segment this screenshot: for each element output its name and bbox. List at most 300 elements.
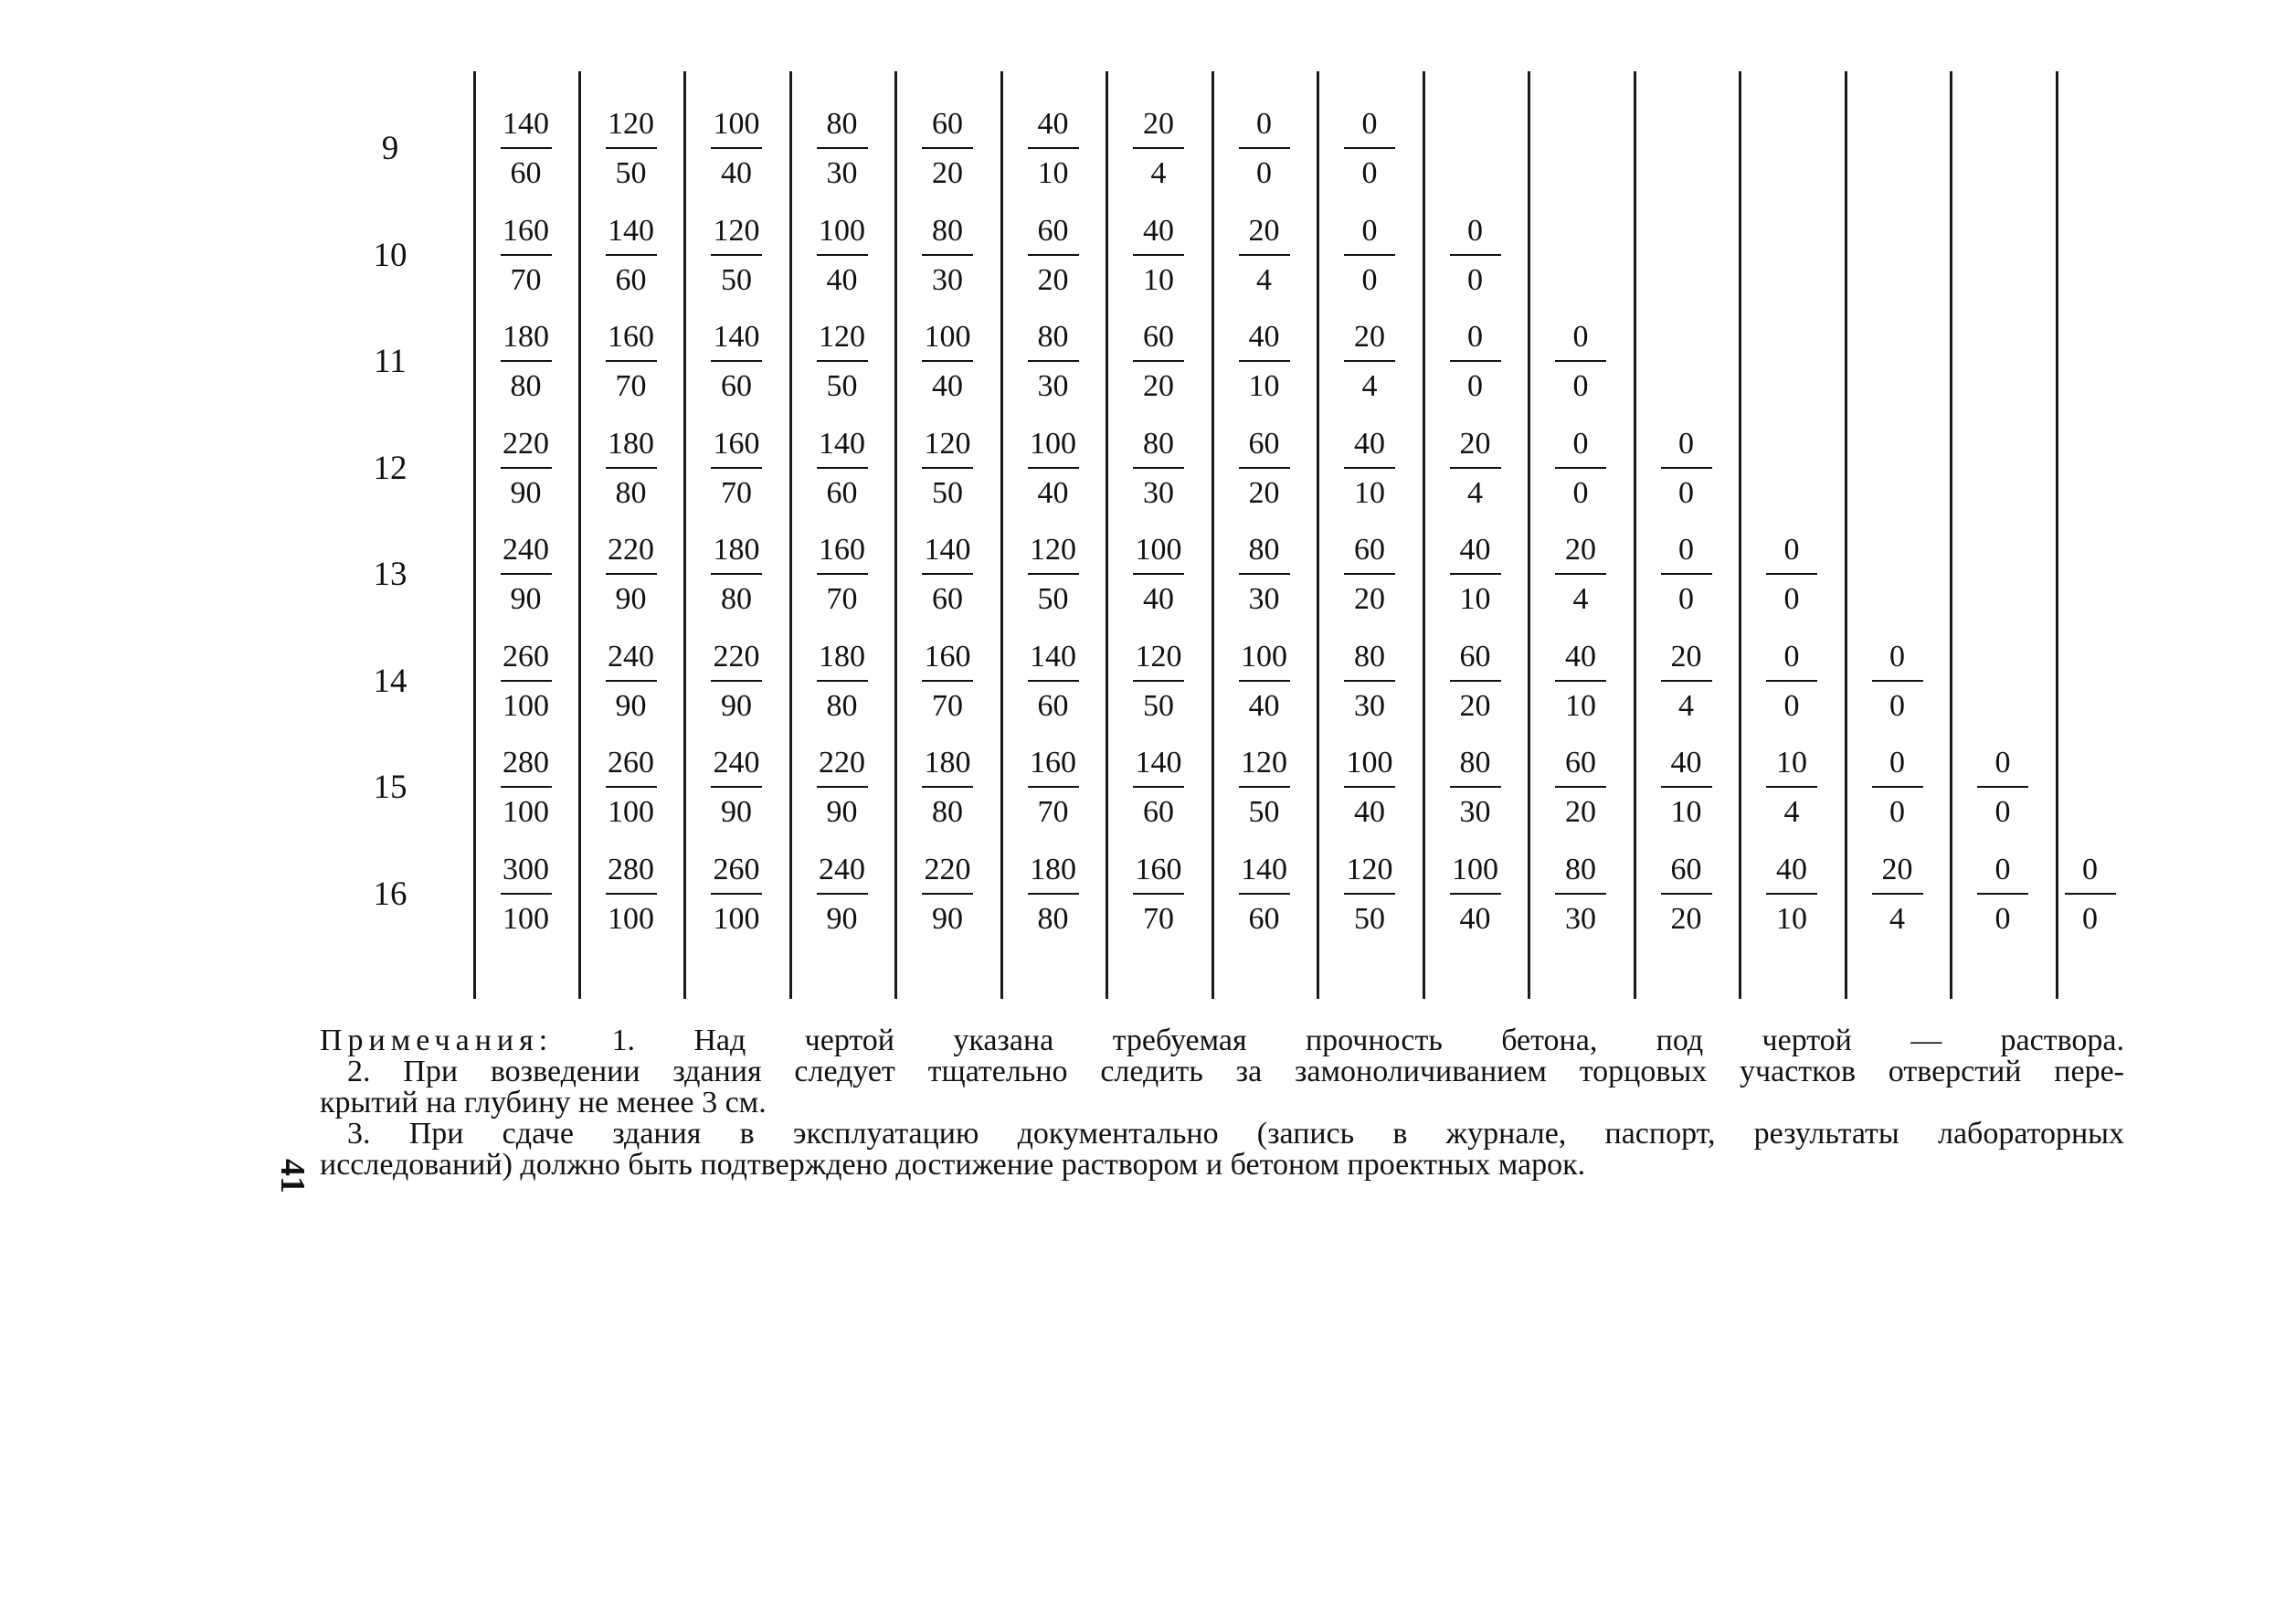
table-cell: [595, 529, 668, 621]
concrete-strength: 160: [608, 320, 654, 354]
fraction-bar: [922, 147, 973, 149]
fraction-bar: [1028, 147, 1079, 149]
concrete-strength: 0: [1572, 426, 1589, 461]
fraction-bar: [1977, 786, 2028, 788]
fraction-bar: [501, 360, 552, 362]
concrete-strength: 40: [1670, 746, 1702, 780]
mortar-strength: 100: [503, 901, 549, 936]
concrete-strength: 40: [1776, 852, 1807, 886]
concrete-strength: 300: [503, 852, 549, 886]
table-cell: [1650, 529, 1723, 621]
table-cell: [911, 103, 984, 195]
fraction-bar: [1450, 680, 1501, 682]
mortar-strength: 40: [1459, 901, 1491, 936]
table-cell: [1439, 529, 1512, 621]
concrete-strength: 80: [826, 107, 858, 141]
table-cell: [1228, 210, 1301, 302]
concrete-strength: 140: [608, 213, 654, 248]
fraction-bar: [1028, 254, 1079, 256]
mortar-strength: 60: [1143, 795, 1174, 829]
concrete-strength: 120: [1241, 746, 1287, 780]
mortar-strength: 0: [1994, 901, 2011, 936]
mortar-strength: 50: [721, 262, 752, 297]
mortar-strength: 70: [1143, 901, 1174, 936]
concrete-strength: 80: [1037, 320, 1069, 354]
concrete-strength: 240: [608, 639, 654, 674]
fraction-bar: [1239, 893, 1290, 895]
mortar-strength: 50: [932, 475, 963, 510]
table-cell: [1439, 316, 1512, 408]
table-cell: [700, 103, 773, 195]
fraction-bar: [922, 254, 973, 256]
mortar-strength: 4: [1889, 901, 1905, 936]
table-cell: [911, 210, 984, 302]
mortar-strength: 50: [1143, 688, 1174, 723]
table-cell: [1333, 742, 1406, 833]
mortar-strength: 30: [1565, 901, 1596, 936]
fraction-bar: [1661, 573, 1712, 575]
concrete-strength: 60: [1248, 426, 1280, 461]
table-cell: [595, 849, 668, 940]
mortar-strength: 90: [721, 795, 752, 829]
table-cell: [1333, 103, 1406, 195]
table-cell: [911, 742, 984, 833]
mortar-strength: 60: [1248, 901, 1280, 936]
note-2-line-2: крытий на глубину не менее 3 см.: [320, 1086, 767, 1119]
concrete-strength: 180: [503, 320, 549, 354]
mortar-strength: 30: [826, 156, 858, 190]
fraction-bar: [1450, 254, 1501, 256]
fraction-bar: [922, 786, 973, 788]
concrete-strength: 20: [1143, 107, 1174, 141]
fraction-bar: [1766, 893, 1817, 895]
note-3-line-1: 3. При сдаче здания в эксплуатацию документально (запись в журнале, паспорт, результаты лабораторных: [347, 1117, 2124, 1151]
table-cell: [700, 210, 773, 302]
concrete-strength: 240: [819, 852, 865, 886]
mortar-strength: 70: [615, 369, 647, 403]
table-cell: [1017, 849, 1090, 940]
table-cell: [700, 529, 773, 621]
fraction-bar: [1555, 680, 1606, 682]
table-cell: [2054, 849, 2127, 940]
mortar-strength: 0: [2082, 901, 2098, 936]
mortar-strength: 10: [1143, 262, 1174, 297]
fraction-bar: [1344, 467, 1395, 469]
mortar-strength: 0: [1467, 262, 1483, 297]
fraction-bar: [1239, 254, 1290, 256]
column-divider: [578, 71, 581, 999]
table-cell: [806, 103, 879, 195]
fraction-bar: [1344, 893, 1395, 895]
concrete-strength: 160: [1030, 746, 1076, 780]
column-divider: [1845, 71, 1847, 999]
mortar-strength: 90: [721, 688, 752, 723]
concrete-strength: 160: [924, 639, 971, 674]
row-label: 16: [373, 875, 407, 913]
mortar-strength: 10: [1776, 901, 1807, 936]
mortar-strength: 30: [932, 262, 963, 297]
table-cell: [490, 849, 563, 940]
fraction-bar: [606, 680, 657, 682]
fraction-bar: [501, 254, 552, 256]
concrete-strength: 0: [1994, 852, 2011, 886]
fraction-bar: [817, 893, 868, 895]
fraction-bar: [1450, 893, 1501, 895]
fraction-bar: [817, 573, 868, 575]
table-cell: [911, 529, 984, 621]
concrete-strength: 260: [608, 746, 654, 780]
mortar-strength: 60: [721, 369, 752, 403]
table-cell: [1122, 529, 1195, 621]
table-cell: [1439, 849, 1512, 940]
fraction-bar: [501, 786, 552, 788]
mortar-strength: 80: [932, 795, 963, 829]
mortar-strength: 50: [615, 156, 647, 190]
fraction-bar: [817, 254, 868, 256]
concrete-strength: 80: [1459, 746, 1491, 780]
mortar-strength: 50: [826, 369, 858, 403]
mortar-strength: 80: [826, 688, 858, 723]
concrete-strength: 100: [1452, 852, 1498, 886]
fraction-bar: [1028, 467, 1079, 469]
table-cell: [490, 529, 563, 621]
fraction-bar: [1872, 786, 1923, 788]
mortar-strength: 4: [1361, 369, 1378, 403]
table-cell: [1439, 742, 1512, 833]
concrete-strength: 40: [1037, 107, 1069, 141]
fraction-bar: [711, 786, 762, 788]
mortar-strength: 0: [1678, 475, 1694, 510]
concrete-strength: 120: [713, 213, 760, 248]
mortar-strength: 90: [826, 795, 858, 829]
table-cell: [1544, 316, 1617, 408]
fraction-bar: [606, 467, 657, 469]
mortar-strength: 40: [932, 369, 963, 403]
fraction-bar: [606, 147, 657, 149]
table-cell: [1966, 742, 2039, 833]
mortar-strength: 0: [1361, 262, 1378, 297]
fraction-bar: [1661, 893, 1712, 895]
fraction-bar: [1028, 893, 1079, 895]
table-cell: [1228, 423, 1301, 515]
mortar-strength: 4: [1150, 156, 1167, 190]
mortar-strength: 60: [615, 262, 647, 297]
table-cell: [1333, 210, 1406, 302]
fraction-bar: [2065, 893, 2116, 895]
mortar-strength: 10: [1037, 156, 1069, 190]
mortar-strength: 100: [608, 795, 654, 829]
mortar-strength: 20: [932, 156, 963, 190]
mortar-strength: 40: [721, 156, 752, 190]
table-cell: [595, 423, 668, 515]
concrete-strength: 260: [503, 639, 549, 674]
mortar-strength: 10: [1248, 369, 1280, 403]
fraction-bar: [922, 360, 973, 362]
mortar-strength: 50: [1354, 901, 1385, 936]
mortar-strength: 10: [1565, 688, 1596, 723]
concrete-strength: 0: [1678, 426, 1694, 461]
mortar-strength: 60: [932, 582, 963, 616]
fraction-bar: [606, 893, 657, 895]
mortar-strength: 0: [1572, 475, 1589, 510]
fraction-bar: [1239, 147, 1290, 149]
table-cell: [490, 636, 563, 727]
mortar-strength: 30: [1354, 688, 1385, 723]
table-cell: [1755, 529, 1828, 621]
column-divider: [1528, 71, 1530, 999]
concrete-strength: 120: [1135, 639, 1182, 674]
table-cell: [1122, 210, 1195, 302]
table-cell: [1755, 742, 1828, 833]
column-divider: [1317, 71, 1319, 999]
fraction-bar: [711, 893, 762, 895]
table-cell: [490, 742, 563, 833]
fraction-bar: [1555, 893, 1606, 895]
fraction-bar: [1977, 893, 2028, 895]
mortar-strength: 70: [932, 688, 963, 723]
concrete-strength: 160: [503, 213, 549, 248]
table-cell: [1861, 742, 1934, 833]
mortar-strength: 90: [932, 901, 963, 936]
mortar-strength: 40: [826, 262, 858, 297]
notes-heading: Примечания:: [320, 1024, 554, 1057]
concrete-strength: 280: [608, 852, 654, 886]
concrete-strength: 0: [1361, 213, 1378, 248]
column-divider: [1423, 71, 1425, 999]
fraction-bar: [817, 786, 868, 788]
concrete-strength: 0: [1994, 746, 2011, 780]
concrete-strength: 20: [1459, 426, 1491, 461]
fraction-bar: [922, 680, 973, 682]
fraction-bar: [1133, 147, 1184, 149]
concrete-strength: 120: [819, 320, 865, 354]
table-cell: [595, 636, 668, 727]
mortar-strength: 0: [1783, 688, 1800, 723]
mortar-strength: 30: [1037, 369, 1069, 403]
mortar-strength: 90: [615, 582, 647, 616]
concrete-strength: 60: [1565, 746, 1596, 780]
fraction-bar: [1766, 680, 1817, 682]
concrete-strength: 140: [1241, 852, 1287, 886]
mortar-strength: 0: [1783, 582, 1800, 616]
table-cell: [1017, 742, 1090, 833]
concrete-strength: 240: [503, 533, 549, 567]
concrete-strength: 220: [608, 533, 654, 567]
fraction-bar: [1028, 573, 1079, 575]
concrete-strength: 240: [713, 746, 760, 780]
mortar-strength: 0: [1572, 369, 1589, 403]
mortar-strength: 60: [826, 475, 858, 510]
table-cell: [1017, 316, 1090, 408]
table-cell: [700, 849, 773, 940]
mortar-strength: 0: [1361, 156, 1378, 190]
fraction-bar: [817, 467, 868, 469]
table-cell: [700, 742, 773, 833]
fraction-bar: [606, 360, 657, 362]
table-cell: [1333, 529, 1406, 621]
concrete-strength: 60: [1143, 320, 1174, 354]
concrete-strength: 60: [1459, 639, 1491, 674]
table-cell: [1650, 423, 1723, 515]
column-divider: [683, 71, 686, 999]
fraction-bar: [1133, 360, 1184, 362]
table-cell: [595, 742, 668, 833]
row-label: 11: [374, 343, 407, 380]
table-cell: [1017, 423, 1090, 515]
concrete-strength: 10: [1776, 746, 1807, 780]
fraction-bar: [1766, 573, 1817, 575]
fraction-bar: [1661, 467, 1712, 469]
note-3-line-2: исследований) должно быть подтверждено достижение раствором и бетоном проектных марок.: [320, 1148, 1586, 1182]
mortar-strength: 4: [1256, 262, 1272, 297]
column-divider: [1211, 71, 1214, 999]
mortar-strength: 20: [1459, 688, 1491, 723]
table-cell: [1650, 849, 1723, 940]
mortar-strength: 80: [615, 475, 647, 510]
concrete-strength: 60: [1354, 533, 1385, 567]
fraction-bar: [1661, 680, 1712, 682]
fraction-bar: [1344, 680, 1395, 682]
table-cell: [1861, 849, 1934, 940]
mortar-strength: 0: [1256, 156, 1272, 190]
note-2-line-1: 2. При возведении здания следует тщательно следить за замоноличиванием торцовых участков отверстий пере-: [347, 1055, 2124, 1088]
fraction-bar: [1239, 467, 1290, 469]
fraction-bar: [1450, 360, 1501, 362]
mortar-strength: 90: [615, 688, 647, 723]
mortar-strength: 80: [510, 369, 542, 403]
table-cell: [700, 423, 773, 515]
mortar-strength: 70: [826, 582, 858, 616]
column-divider: [1106, 71, 1108, 999]
table-cell: [1228, 742, 1301, 833]
table-cell: [911, 849, 984, 940]
table-cell: [806, 636, 879, 727]
mortar-strength: 50: [1248, 795, 1280, 829]
table-cell: [1122, 636, 1195, 727]
column-divider: [789, 71, 792, 999]
table-cell: [1755, 636, 1828, 727]
concrete-strength: 120: [1030, 533, 1076, 567]
mortar-strength: 0: [1467, 369, 1483, 403]
table-cell: [1439, 636, 1512, 727]
concrete-strength: 20: [1881, 852, 1913, 886]
fraction-bar: [1766, 786, 1817, 788]
concrete-strength: 0: [1467, 320, 1483, 354]
fraction-bar: [817, 147, 868, 149]
mortar-strength: 90: [510, 582, 542, 616]
table-cell: [806, 423, 879, 515]
concrete-strength: 40: [1459, 533, 1491, 567]
mortar-strength: 0: [1889, 688, 1905, 723]
concrete-strength: 220: [713, 639, 760, 674]
table-cell: [1228, 849, 1301, 940]
table-cell: [490, 103, 563, 195]
mortar-strength: 0: [1678, 582, 1694, 616]
fraction-bar: [922, 467, 973, 469]
fraction-bar: [501, 147, 552, 149]
table-cell: [700, 636, 773, 727]
table-cell: [1333, 636, 1406, 727]
concrete-strength: 220: [503, 426, 549, 461]
table-cell: [806, 849, 879, 940]
fraction-bar: [922, 893, 973, 895]
concrete-strength: 120: [924, 426, 971, 461]
table-cell: [490, 423, 563, 515]
mortar-strength: 10: [1459, 582, 1491, 616]
fraction-bar: [1239, 573, 1290, 575]
concrete-strength: 100: [924, 320, 971, 354]
fraction-bar: [711, 147, 762, 149]
concrete-strength: 40: [1143, 213, 1174, 248]
concrete-strength: 0: [1889, 639, 1905, 674]
concrete-strength: 0: [1467, 213, 1483, 248]
row-label: 10: [373, 236, 407, 274]
fraction-bar: [1133, 254, 1184, 256]
concrete-strength: 20: [1354, 320, 1385, 354]
fraction-bar: [711, 360, 762, 362]
concrete-strength: 20: [1248, 213, 1280, 248]
mortar-strength: 10: [1670, 795, 1702, 829]
fraction-bar: [817, 680, 868, 682]
mortar-strength: 50: [1037, 582, 1069, 616]
concrete-strength: 60: [932, 107, 963, 141]
fraction-bar: [1872, 893, 1923, 895]
mortar-strength: 40: [1248, 688, 1280, 723]
column-divider: [1950, 71, 1952, 999]
concrete-strength: 0: [2082, 852, 2098, 886]
concrete-strength: 40: [1248, 320, 1280, 354]
table-cell: [1333, 316, 1406, 408]
mortar-strength: 0: [1994, 795, 2011, 829]
fraction-bar: [1239, 680, 1290, 682]
table-cell: [1861, 636, 1934, 727]
mortar-strength: 40: [1143, 582, 1174, 616]
table-cell: [1122, 849, 1195, 940]
table-cell: [806, 742, 879, 833]
table-cell: [1544, 636, 1617, 727]
concrete-strength: 140: [1135, 746, 1182, 780]
fraction-bar: [606, 573, 657, 575]
table-cell: [1544, 849, 1617, 940]
table-cell: [1966, 849, 2039, 940]
mortar-strength: 20: [1670, 901, 1702, 936]
concrete-strength: 180: [608, 426, 654, 461]
table-cell: [700, 316, 773, 408]
concrete-strength: 80: [932, 213, 963, 248]
concrete-strength: 100: [1346, 746, 1393, 780]
fraction-bar: [1133, 467, 1184, 469]
table-cell: [1650, 742, 1723, 833]
fraction-bar: [1028, 786, 1079, 788]
table-cell: [1333, 423, 1406, 515]
table-cell: [1122, 316, 1195, 408]
table-cell: [1017, 529, 1090, 621]
fraction-bar: [1239, 786, 1290, 788]
concrete-strength: 220: [924, 852, 971, 886]
mortar-strength: 30: [1143, 475, 1174, 510]
page-number: 41: [273, 1159, 312, 1194]
column-divider: [1000, 71, 1003, 999]
concrete-strength: 180: [1030, 852, 1076, 886]
concrete-strength: 180: [924, 746, 971, 780]
concrete-strength: 0: [1256, 107, 1272, 141]
concrete-strength: 120: [1346, 852, 1393, 886]
table-cell: [490, 210, 563, 302]
table-cell: [595, 316, 668, 408]
fraction-bar: [606, 786, 657, 788]
mortar-strength: 60: [1037, 688, 1069, 723]
concrete-strength: 140: [713, 320, 760, 354]
